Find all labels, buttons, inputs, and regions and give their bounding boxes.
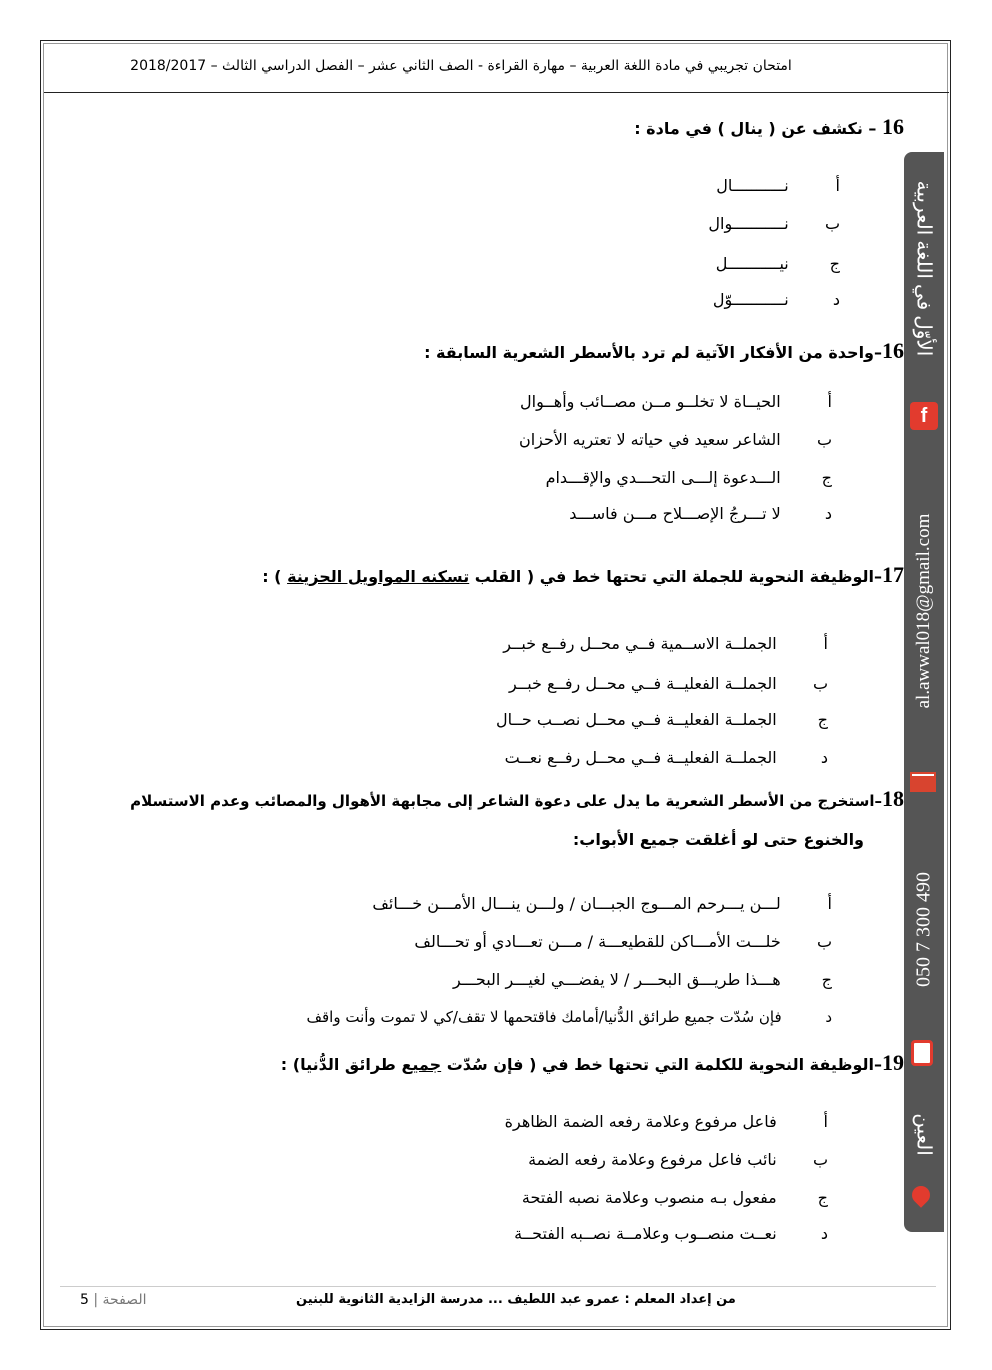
option-text: خلـــت الأمـــاكن للقطيعـــة / مـــن تعـــادي أو تحـــالف (414, 932, 781, 951)
option-18-a[interactable] (372, 894, 832, 913)
question-number: 17 (882, 562, 904, 587)
email-icon (910, 772, 936, 792)
question-17 (262, 562, 904, 588)
option-letter: أ (835, 176, 840, 195)
option-text: الشاعر سعيد في حياته لا تعتريه الأحزان (518, 430, 781, 449)
question-dash: – (874, 343, 882, 362)
option-text: فإن سُدّت جميع طرائق الدُّنيا/أمامك فاقتحمها لا تقف/كي لا تموت وأنت واقف (306, 1008, 782, 1026)
footer-author: من إعداد المعلم : عمرو عبد اللطيف ... مدرسة الزايدية الثانوية للبنين (296, 1292, 736, 1307)
option-17-d[interactable] (505, 748, 828, 767)
option-17-a[interactable] (503, 634, 828, 653)
option-letter: أ (823, 634, 828, 653)
option-text: نـــــــــــوّل (712, 290, 789, 309)
option-letter: ب (824, 214, 840, 233)
question-text: استخرج من الأسطر الشعرية ما يدل على دعوة الشاعر إلى مجابهة الأهوال والمصائب وعدم الاستسلام (130, 792, 875, 810)
option-16a-b[interactable] (708, 214, 840, 233)
page-label: الصفحة (102, 1292, 147, 1308)
option-19-b[interactable] (528, 1150, 828, 1169)
sidebar-location: العين (912, 1113, 935, 1156)
option-text: الحيــاة لا تخلــو مــن مصــائب وأهــوال (520, 392, 781, 411)
option-17-b[interactable] (509, 674, 828, 693)
sidebar-email: al.awwal018@gmail.com (913, 513, 934, 709)
option-text: لـــن يـــرحم المـــوج الجبـــان / ولـــن ينـــال الأمـــن خـــائف (372, 894, 781, 913)
page-number: 5 (80, 1292, 89, 1308)
option-letter: د (824, 504, 832, 523)
option-letter: ج (817, 1188, 828, 1207)
option-letter: أ (823, 1112, 828, 1131)
option-text: نعــت منصــوب وعلامــة نصــبه الفتحــة (514, 1224, 777, 1243)
question-number: 18 (882, 786, 904, 811)
option-text: الجملــة الفعليــة فــي محــل نصــب حــال (496, 710, 777, 729)
option-letter: ج (817, 710, 828, 729)
underlined-word: جميع (401, 1055, 442, 1074)
question-text: الوظيفة النحوية للجملة التي تحتها خط في ( القلب (469, 567, 874, 586)
option-text: الجملــة الفعليــة فــي محــل رفــع خبــر (509, 674, 777, 693)
option-17-c[interactable] (496, 710, 828, 729)
option-text: الجملــة الاســمية فــي محــل رفــع خبــر (503, 634, 777, 653)
header-divider (44, 92, 949, 93)
page-separator: | (88, 1292, 103, 1308)
option-16a-c[interactable] (716, 254, 840, 273)
question-dash: – (874, 792, 882, 810)
question-16b (424, 338, 904, 364)
option-letter: د (832, 290, 840, 309)
option-letter: ب (812, 674, 828, 693)
facebook-icon: f (910, 402, 938, 430)
question-text: نكشف عن ( ينال ) في مادة : (634, 119, 863, 138)
option-text: نيـــــــــــل (715, 254, 789, 273)
option-16b-b[interactable] (519, 430, 832, 449)
question-18 (130, 786, 904, 812)
option-text: مفعول بـه منصوب وعلامة نصبه الفتحة (521, 1188, 777, 1207)
option-text: نـــــــــــال (716, 176, 789, 195)
option-letter: أ (827, 392, 832, 411)
question-18-line2: والخنوع حتى لو أغلقت جميع الأبواب: (572, 830, 864, 849)
option-text: هـــذا طريـــق البحـــر / لا يفضـــي لغيـــر البحـــر (452, 970, 781, 989)
option-18-c[interactable] (453, 970, 832, 989)
option-text: لا تـــرجُ الإصـــلاح مـــن فاســـد (569, 504, 781, 523)
question-number: 19 (882, 1050, 904, 1075)
option-text: نـــــــــــوال (708, 214, 789, 233)
option-letter: د (820, 748, 828, 767)
option-16b-c[interactable] (546, 468, 832, 487)
option-19-a[interactable] (505, 1112, 828, 1131)
option-letter: ج (829, 254, 840, 273)
question-dash: – (874, 1055, 882, 1074)
option-18-d[interactable] (306, 1008, 832, 1026)
phone-icon (911, 1040, 933, 1066)
question-text-end: ) : (262, 567, 288, 586)
option-letter: ب (812, 1150, 828, 1169)
option-16a-d[interactable] (713, 290, 840, 309)
option-text: فاعل مرفوع وعلامة رفعه الضمة الظاهرة (504, 1112, 777, 1131)
option-letter: ب (816, 932, 832, 951)
question-dash: – (874, 567, 882, 586)
question-text-end: طرائق الدُّنيا) : (280, 1055, 402, 1074)
option-19-d[interactable] (514, 1224, 828, 1243)
question-text: واحدة من الأفكار الآتية لم ترد بالأسطر الشعرية السابقة : (424, 343, 874, 362)
option-text: نائب فاعل مرفوع وعلامة رفعه الضمة (528, 1150, 777, 1169)
option-16b-d[interactable] (569, 504, 832, 523)
sidebar-phone: 050 7 300 490 (912, 872, 935, 987)
sidebar-brand: الأوّل في اللغة العربية (912, 180, 935, 357)
question-number: 16 (882, 338, 904, 363)
option-letter: أ (827, 894, 832, 913)
option-text: الجملــة الفعليــة فــي محــل رفــع نعــت (504, 748, 777, 767)
option-16a-a[interactable] (716, 176, 840, 195)
footer-divider (60, 1286, 936, 1287)
option-19-c[interactable] (522, 1188, 828, 1207)
option-letter: د (825, 1008, 832, 1026)
option-text: الـــدعوة إلـــى التحـــدي والإقـــدام (545, 468, 781, 487)
underlined-phrase: تسكنه المواويل الحزينة (287, 567, 470, 586)
question-dash: – (862, 119, 882, 138)
question-19 (281, 1050, 904, 1076)
question-number: 16 (882, 114, 904, 139)
option-letter: ج (821, 970, 832, 989)
option-16b-a[interactable] (520, 392, 832, 411)
page-indicator (80, 1292, 146, 1308)
option-letter: ج (821, 468, 832, 487)
option-letter: د (820, 1224, 828, 1243)
option-18-b[interactable] (414, 932, 832, 951)
option-letter: ب (816, 430, 832, 449)
exam-header: امتحان تجريبي في مادة اللغة العربية – مهارة القراءة - الصف الثاني عشر – الفصل الدراسي الثالث – 2018/2017 (130, 58, 792, 74)
question-16a (634, 114, 904, 140)
question-text: الوظيفة النحوية للكلمة التي تحتها خط في ( فإن سُدّت (441, 1055, 874, 1074)
